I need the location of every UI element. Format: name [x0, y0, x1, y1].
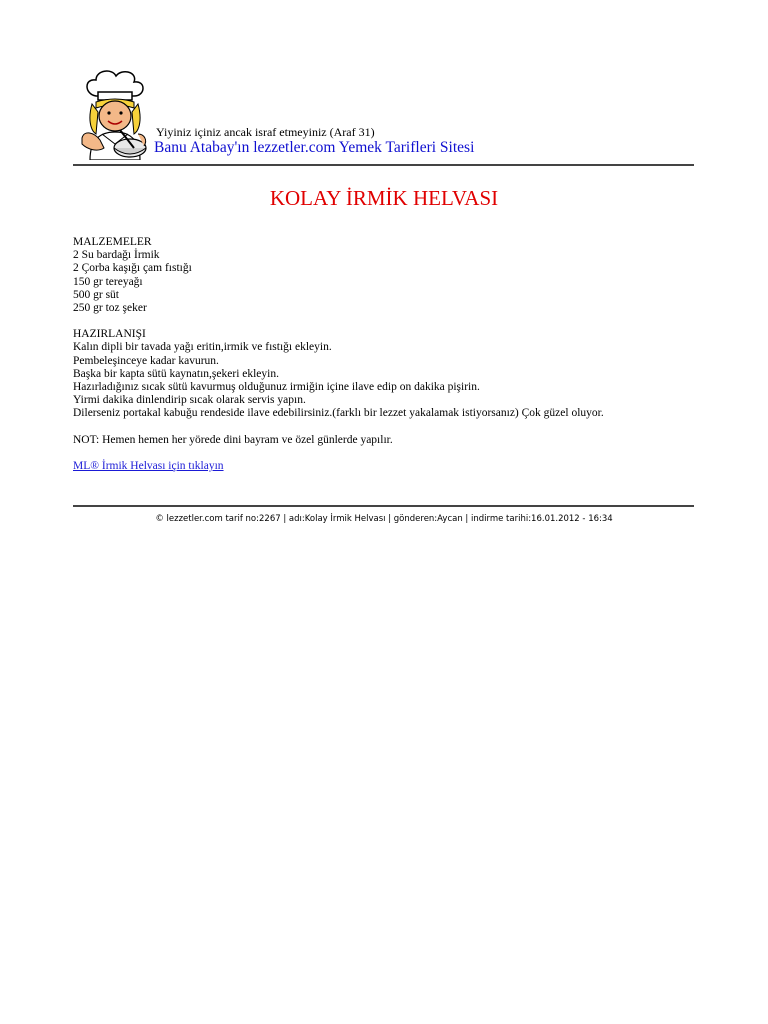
ingredient-item: 500 gr süt [73, 288, 119, 301]
preparation-step: Yirmi dakika dinlendirip sıcak olarak servis yapın. [73, 394, 306, 407]
ingredient-item: 2 Su bardağı İrmik [73, 249, 160, 262]
site-motto: Yiyiniz içiniz ancak israf etmeyiniz (Araf 31) [156, 125, 375, 139]
recipe-note: NOT: Hemen hemen her yörede dini bayram ve özel günlerde yapılır. [73, 433, 393, 446]
footer-divider [73, 505, 694, 507]
preparation-step: Kalın dipli bir tavada yağı eritin,irmik ve fıstığı ekleyin. [73, 341, 332, 354]
recipe-title: KOLAY İRMİK HELVASI [269, 186, 499, 210]
ingredient-item: 150 gr tereyağı [73, 275, 143, 288]
recipe-body [73, 236, 693, 473]
preparation-step: Pembeleşinceye kadar kavurun. [73, 354, 219, 367]
preparation-step: Dilerseniz portakal kabuğu rendeside ilave edebilirsiniz.(farklı bir lezzet yakalamak istiyorsanız) Çok güzel oluyor. [73, 407, 604, 420]
site-name: Banu Atabay'ın lezzetler.com Yemek Tarifleri Sitesi [154, 139, 475, 156]
header-divider [73, 164, 694, 166]
ingredients-heading: MALZEMELER [73, 236, 152, 248]
related-recipe-link[interactable]: ML® İrmik Helvası için tıklayın [73, 459, 224, 472]
preparation-step: Hazırladığınız sıcak sütü kavurmuş olduğunuz irmiğin içine ilave edip on dakika pişirin. [73, 381, 480, 394]
preparation-step: Başka bir kapta sütü kaynatın,şekeri ekleyin. [73, 367, 279, 380]
footer-info: © lezzetler.com tarif no:2267 | adı:Kolay İrmik Helvası | gönderen:Aycan | indirme tarihi:16.01.2012 - 16:34 [155, 514, 613, 524]
chef-cook-icon [74, 68, 154, 160]
ingredient-item: 250 gr toz şeker [73, 302, 147, 315]
ingredient-item: 2 Çorba kaşığı çam fıstığı [73, 262, 192, 275]
preparation-heading: HAZIRLANIŞI [73, 328, 146, 341]
